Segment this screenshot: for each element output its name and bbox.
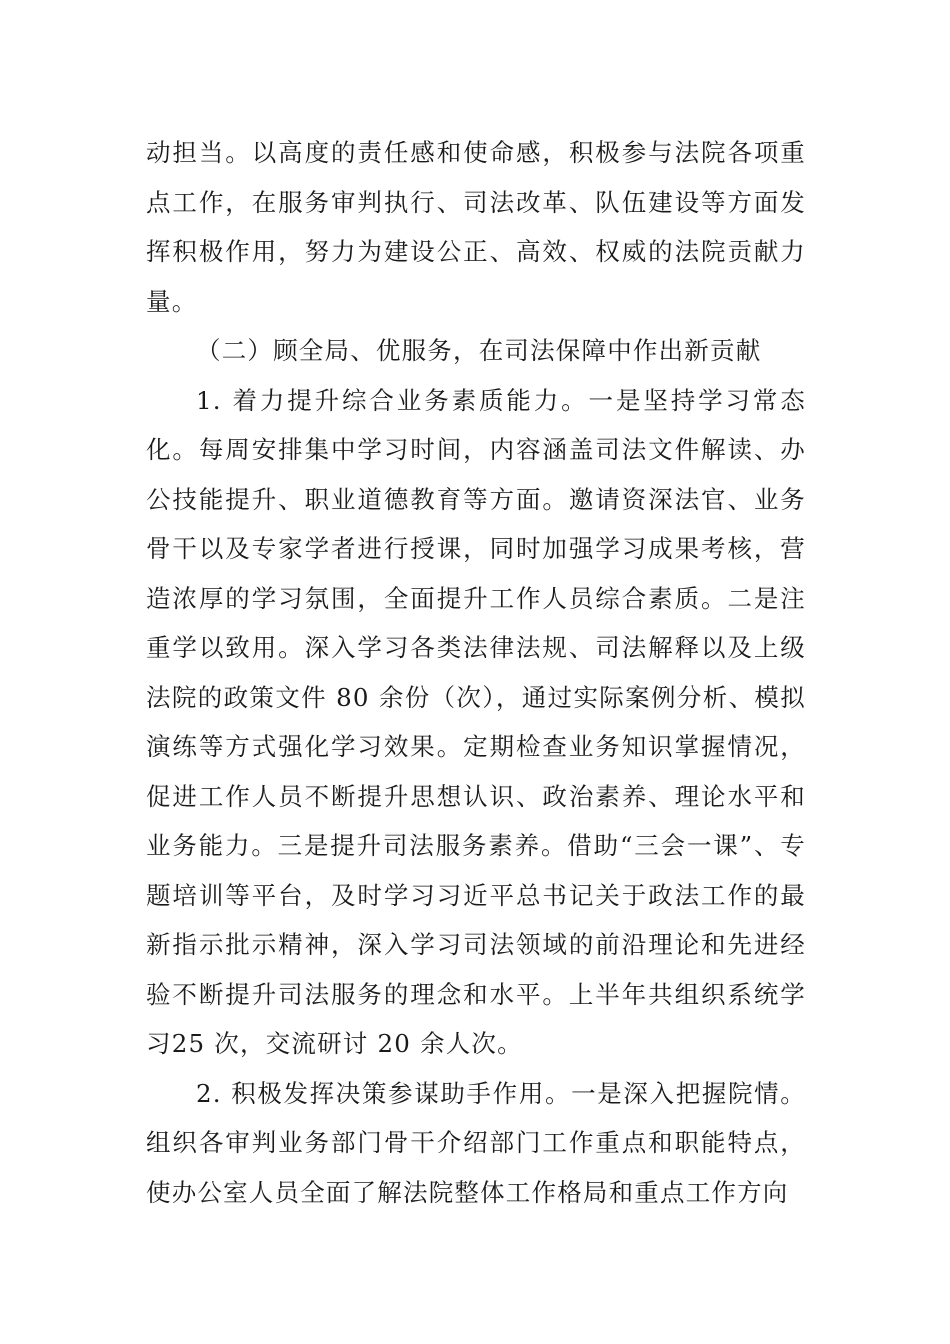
paragraph-item-2: 2. 积极发挥决策参谋助手作用。一是深入把握院情。组织各审判业务部门骨干介绍部门工作重点和职能特点，使办公室人员全面了解法院整体工作格局和重点工作方向 [146, 1078, 806, 1207]
document-body [146, 128, 806, 1217]
paragraph-continuation: 动担当。以高度的责任感和使命感，积极参与法院各项重点工作，在服务审判执行、司法改革、队伍建设等方面发挥积极作用，努力为建设公正、高效、权威的法院贡献力量。 [146, 138, 806, 316]
section-heading: （二）顾全局、优服务，在司法保障中作出新贡献 [196, 336, 762, 365]
paragraph-item-1: 1. 着力提升综合业务素质能力。一是坚持学习常态化。每周安排集中学习时间，内容涵盖司法文件解读、办公技能提升、职业道德教育等方面。邀请资深法官、业务骨干以及专家学者进行授课，同时加强学习成果考核，营造浓厚的学习氛围，全面提升工作人员综合素质。二是注重学以致用。深入学习各类法律法规、司法解释以及上级法院的政策文件 80 余份（次），通过实际案例分析、模拟演练等方式强化学习效果。定期检查业务知识掌握情况，促进工作人员不断提升思想认识、政治素养、理论水平和业务能力。三是提升司法服务素养。借助“三会一课”、专题培训等平台，及时学习习近平总书记关于政法工作的最新指示批示精神，深入学习司法领域的前沿理论和先进经验不断提升司法服务的理念和水平。上半年共组织系统学习25 次，交流研讨 20 余人次。 [146, 385, 806, 1058]
